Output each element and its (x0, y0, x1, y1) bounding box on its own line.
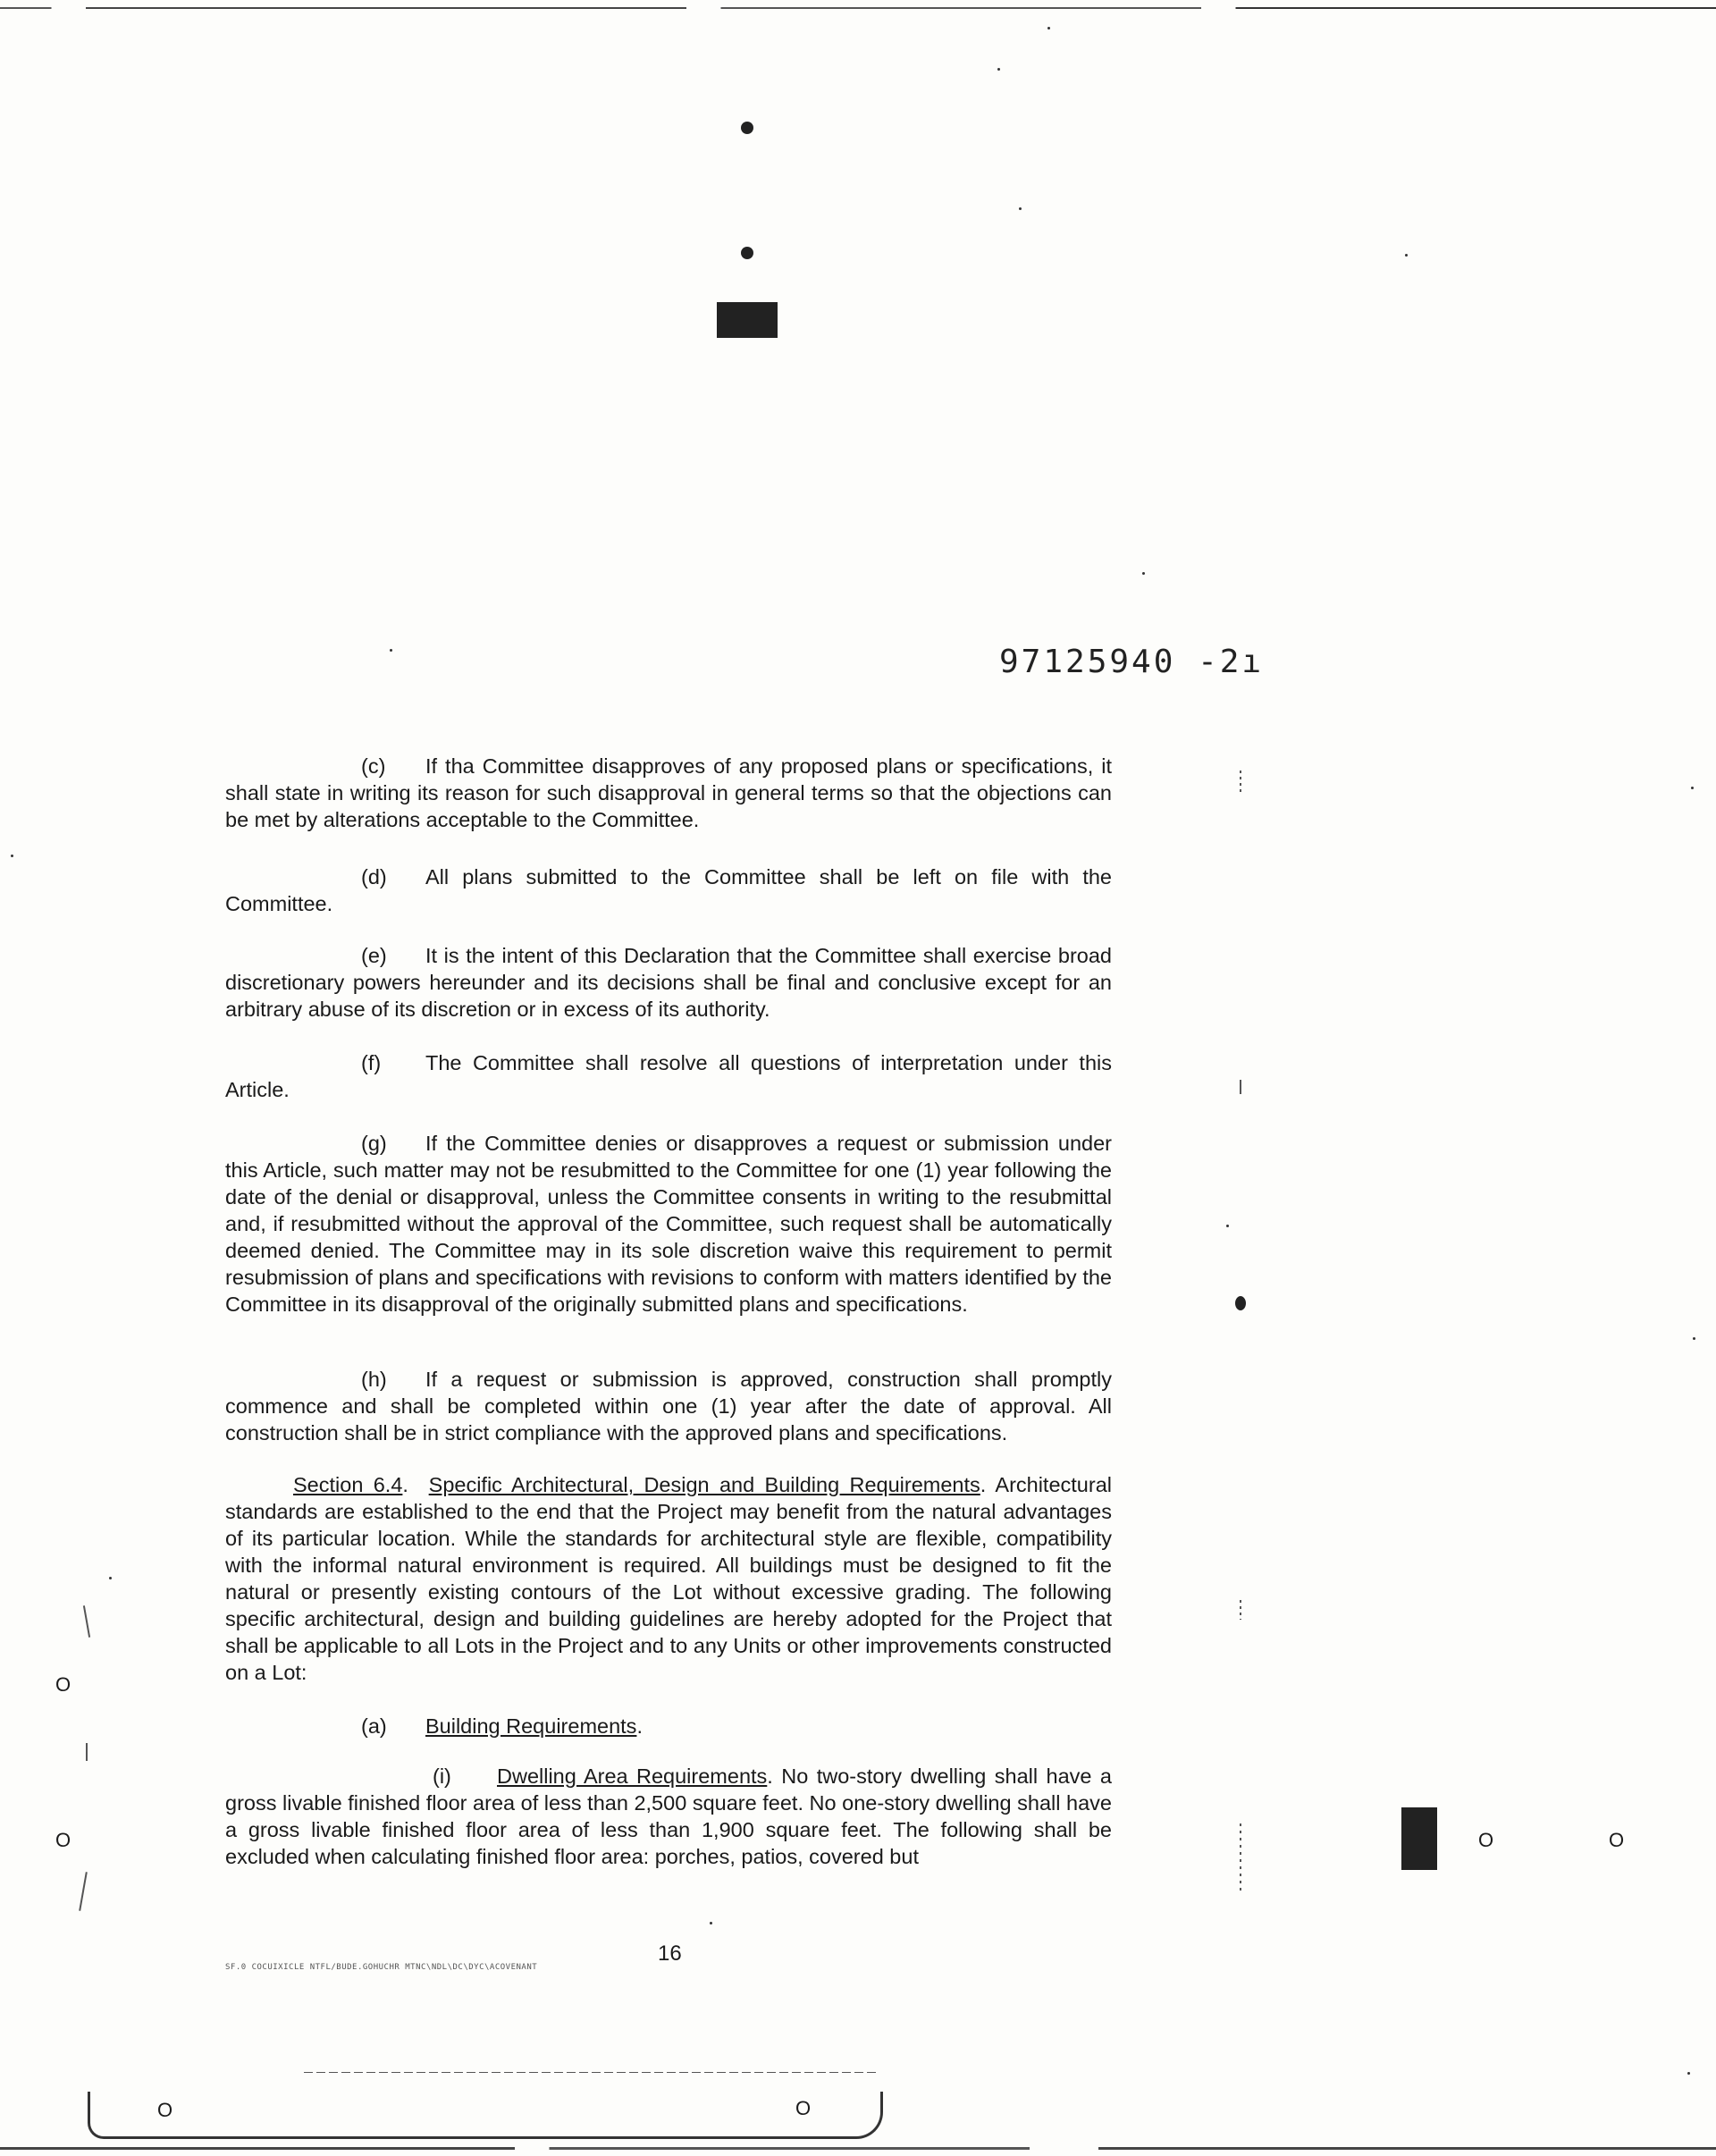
scan-speck (1405, 254, 1408, 257)
item-label: (i) (433, 1764, 451, 1788)
margin-bracket-left-bottom (79, 1872, 88, 1911)
margin-mark-left-2: O (55, 1829, 72, 1851)
binder-ring-right: O (795, 2097, 812, 2119)
margin-mark-right-2: O (1609, 1829, 1625, 1851)
item-i: (i) Dwelling Area Requirements. No two-story dwelling shall have a gross livable finished floor area of less than 2,500 square feet. No one-story dwelling shall have a gross livable finished floor area of less than 1,900 square feet. The following shall be excluded when calculating finished floor area: porches, patios, covered but (225, 1764, 1112, 1868)
punch-hole-top (741, 122, 753, 134)
margin-tick-right-1 (1240, 771, 1241, 792)
paragraph-c (225, 753, 1112, 833)
paragraph-text: It is the intent of this Declaration that the Committee shall exercise broad discretionary powers hereunder and its decisions shall be final and conclusive except for an arbitrary abuse of its discretion or in excess of its authority. (225, 944, 1112, 1021)
scan-speck (11, 855, 13, 857)
paragraph-text: All plans submitted to the Committee shall be left on file with the Committee. (225, 865, 1112, 915)
paragraph-text: If the Committee denies or disapproves a request or submission under this Article, such matter may not be resubmitted to the Committee for one (1) year following the date of the denial or disapproval, unless the Committee consents in writing to the resubmittal and, if resubmitted without the approval of the Committee, such request shall be automatically deemed denied. The Committee may in its sole discretion waive this requirement to permit resubmission of plans and specifications with revisions to conform with matters identified by the Committee in its disapproval of the originally submitted plans and specifications. (225, 1132, 1112, 1316)
scan-speck (109, 1577, 112, 1579)
scan-block-mark-right (1401, 1807, 1437, 1870)
document-number: 97125940 -2ı (999, 644, 1265, 680)
section-text: Architectural standards are established to the end that the Project may benefit from the natural advantages of its particular location. While the standards for architectural style are flexible, compatibility with the informal natural environment is required. All buildings must be designed to fit the natural or presently existing contours of the Lot without excessive grading. The following specific architectural, design and building guidelines are hereby adopted for the Project that shall be applicable to all Lots in the Project and to any Units or other improvements constructed on a Lot: (225, 1473, 1112, 1684)
margin-tick-right-4 (1240, 1823, 1241, 1895)
paragraph-label: (e) (361, 944, 387, 967)
item-text: No two-story dwelling shall have a gross livable finished floor area of less than 2,500 square feet. No one-story dwelling shall have a gross livable finished floor area of less than 1,900 square feet. The following shall be excluded when calculating finished floor area: porches, patios, covered but (225, 1764, 1112, 1868)
scan-speck (1142, 572, 1145, 575)
scan-speck (710, 1922, 712, 1924)
scan-speck (390, 649, 392, 652)
footer-document-path: SF.0 COCUIXICLE NTFL/BUDE.GOHUCHR MTNC\NDL\DC\DYC\ACOVENANT (225, 1963, 538, 1972)
scan-speck (1687, 2072, 1690, 2075)
scan-speck (1693, 1337, 1695, 1340)
margin-mark-left-1: O (55, 1673, 72, 1696)
scan-edge-bottom (0, 2147, 1716, 2150)
margin-mark-right-1: O (1478, 1829, 1494, 1851)
margin-tick-right-2 (1240, 1080, 1241, 1094)
margin-dot-right (1235, 1296, 1246, 1310)
paragraph-label: (h) (361, 1368, 387, 1391)
item-title: Dwelling Area Requirements (497, 1764, 768, 1788)
subsection-title: Building Requirements (425, 1714, 637, 1738)
paragraph-h (225, 1366, 1112, 1446)
page-number: 16 (658, 1941, 682, 1966)
paragraph-g (225, 1130, 1112, 1318)
paragraph-text: If a request or submission is approved, construction shall promptly commence and shall be completed within one (1) year after the date of approval. All construction shall be in strict compliance with the approved plans and specifications. (225, 1368, 1112, 1444)
scan-speck (1047, 27, 1050, 29)
paragraph-label: (d) (361, 865, 387, 889)
margin-bracket-left-top (83, 1605, 90, 1638)
section-title: Specific Architectural, Design and Building Requirements (428, 1473, 980, 1496)
subsection-a: (a) Building Requirements. (361, 1714, 643, 1738)
paragraph-text: The Committee shall resolve all questions of interpretation under this Article. (225, 1051, 1112, 1101)
scan-block-mark (717, 302, 778, 338)
binder-ring-left: O (157, 2099, 173, 2121)
margin-tick-right-3 (1240, 1600, 1241, 1620)
scan-speck (1691, 787, 1694, 789)
scan-edge-top (0, 7, 1716, 9)
margin-tick-left (86, 1743, 88, 1761)
paragraph-label: (f) (361, 1051, 382, 1074)
scan-speck (997, 68, 1000, 71)
paragraph-text: If tha Committee disapproves of any proposed plans or specifications, it shall state in writing its reason for such disapproval in general terms so that the objections can be met by alterations acceptable to the Committee. (225, 754, 1112, 831)
scan-speck (1019, 207, 1022, 210)
paragraph-label: (g) (361, 1132, 387, 1155)
paragraph-e (225, 942, 1112, 1023)
punch-hole-middle (741, 247, 753, 259)
paragraph-f (225, 1049, 1112, 1103)
section-6-4: Section 6.4. Specific Architectural, Design and Building Requirements. Architectural standards are established to the end that the Project may benefit from the natural advantages of its particular location. While the standards for architectural style are flexible, compatibility with the informal natural environment is required. All buildings must be designed to fit the natural or presently existing contours of the Lot without excessive grading. The following specific architectural, design and building guidelines are hereby adopted for the Project that shall be applicable to all Lots in the Project and to any Units or other improvements constructed on a Lot: (225, 1473, 1112, 1684)
scan-speck (1226, 1225, 1229, 1227)
scan-binder-outline (88, 2092, 883, 2139)
paragraph-d (225, 863, 1112, 917)
subsection-label: (a) (361, 1714, 387, 1738)
paragraph-label: (c) (361, 754, 386, 778)
section-number: Section 6.4 (293, 1473, 403, 1496)
scan-edge-bottom-rule (304, 2072, 876, 2073)
